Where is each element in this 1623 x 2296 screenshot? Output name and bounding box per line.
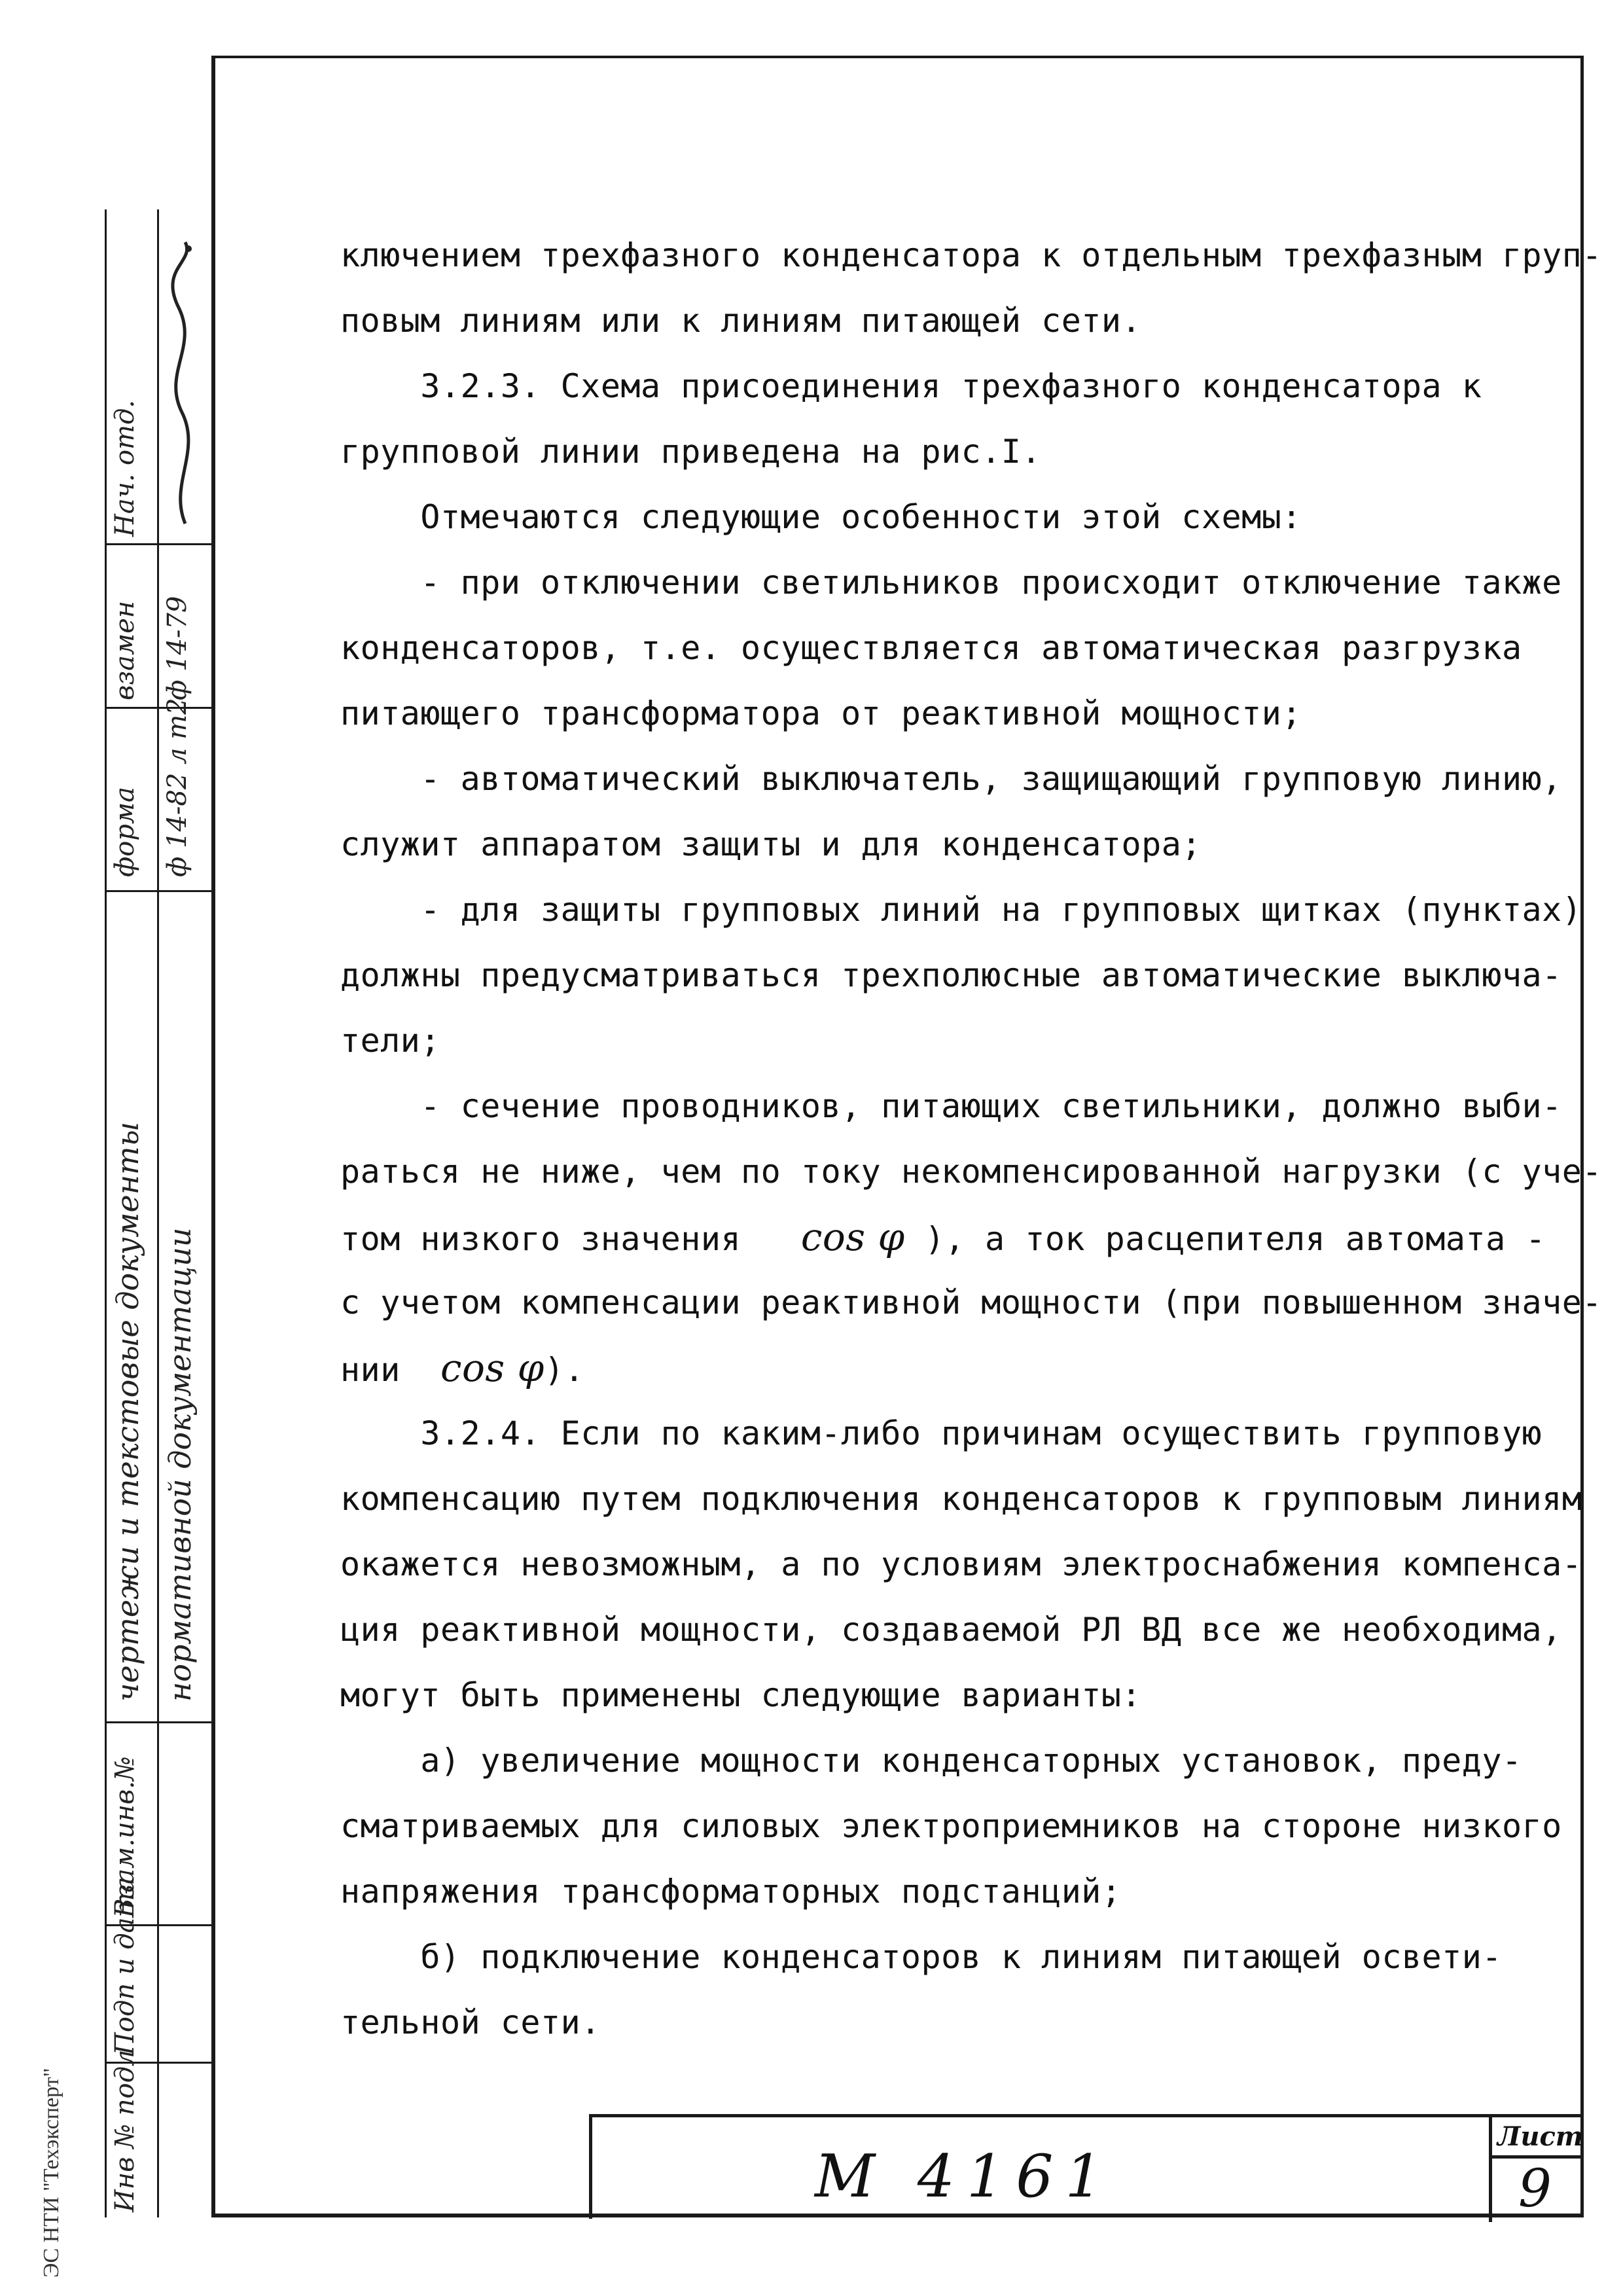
- text-line-16: [340, 1217, 1546, 1259]
- strip-divider-1: [105, 1721, 211, 1723]
- text-line-6: - при отключении светильников происходит отключение также: [340, 564, 1562, 601]
- text-line-18-start: нии: [340, 1351, 401, 1389]
- text-line-28: тельной сети.: [340, 2003, 601, 2041]
- text-line-15: раться не ниже, чем по току некомпенсированной нагрузки (с уче-: [340, 1153, 1602, 1191]
- nach-label: Нач. отд.: [110, 399, 140, 537]
- text-line-27: б) подключение конденсаторов к линиям питающей освети-: [340, 1938, 1502, 1976]
- text-line-5: Отмечаются следующие особенности этой схемы:: [340, 498, 1302, 536]
- forma-value: ф 14-82 л т2: [162, 698, 192, 877]
- vzamen-value: ф 14-79: [162, 596, 192, 700]
- strip-divider-6: [105, 543, 211, 545]
- text-line-23: могут быть применены следующие варианты:: [340, 1676, 1142, 1714]
- text-line-1: ключением трехфазного конденсатора к отдельным трехфазным груп-: [340, 236, 1602, 274]
- document-code: М 4161: [815, 2142, 1115, 2211]
- text-line-19: 3.2.4. Если по каким-либо причинам осуществить групповую: [340, 1414, 1543, 1452]
- text-line-11: - для защиты групповых линий на групповых щитках (пунктах): [340, 891, 1582, 929]
- text-line-24: а) увеличение мощности конденсаторных установок, преду-: [340, 1742, 1522, 1780]
- text-line-8: питающего трансформатора от реактивной мощности;: [340, 694, 1302, 732]
- inv-dup-stamp: Взам.инв.№: [110, 1756, 140, 1918]
- text-line-13: тели;: [340, 1022, 441, 1060]
- forma-label: форма: [110, 786, 140, 877]
- text-line-17: с учетом компенсации реактивной мощности (при повышенном значе-: [340, 1283, 1602, 1321]
- text-line-9: - автоматический выключатель, защищающий групповую линию,: [340, 760, 1562, 798]
- text-line-2: повым линиям или к линиям питающей сети.: [340, 302, 1142, 340]
- text-line-18-end: ).: [544, 1351, 584, 1389]
- inv-orig-stamp: Инв № подл: [110, 2049, 140, 2212]
- text-line-4: групповой линии приведена на рис.I.: [340, 433, 1042, 471]
- text-line-3: 3.2.3. Схема присоединения трехфазного конденсатора к: [340, 367, 1482, 405]
- text-line-22: ция реактивной мощности, создаваемой РЛ ВД все же необходима,: [340, 1611, 1562, 1649]
- cos-phi-1: cos φ: [800, 1215, 905, 1259]
- text-line-26: напряжения трансформаторных подстанций;: [340, 1873, 1122, 1910]
- text-line-20: компенсацию путем подключения конденсаторов к групповым линиям: [340, 1480, 1582, 1518]
- watermark: ЭС НТИ "Техэксперт": [39, 2068, 63, 2278]
- text-line-18: [340, 1348, 584, 1390]
- text-line-16-end: ), а ток расцепителя автомата -: [925, 1220, 1546, 1258]
- signature-mark: [162, 236, 208, 530]
- text-line-14: - сечение проводников, питающих светильники, должно выби-: [340, 1087, 1562, 1125]
- normative-stamp: нормативной документации: [162, 1227, 198, 1702]
- text-line-10: служит аппаратом защиты и для конденсатора;: [340, 825, 1202, 863]
- strip-divider-5: [105, 707, 211, 709]
- sign-date-stamp: Подп и дата: [110, 1876, 140, 2055]
- text-line-16-start: том низкого значения: [340, 1220, 741, 1258]
- strip-line-mid: [157, 209, 159, 2217]
- cos-phi-2: cos φ: [440, 1346, 544, 1390]
- side-stamp-strip: [105, 209, 211, 2217]
- text-line-7: конденсаторов, т.е. осуществляется автоматическая разгрузка: [340, 629, 1522, 667]
- title-block: [589, 2114, 1584, 2219]
- text-line-21: окажется невозможным, а по условиям электроснабжения компенса-: [340, 1545, 1582, 1583]
- strip-line-outer: [105, 209, 107, 2217]
- text-line-25: сматриваемых для силовых электроприемников на стороне низкого: [340, 1807, 1562, 1845]
- sheet-number: 9: [1518, 2158, 1552, 2219]
- vzamen-label: взамен: [110, 600, 140, 700]
- sheet-label: Лист: [1497, 2121, 1584, 2152]
- sheet-number-cell: [1489, 2117, 1584, 2222]
- drawings-stamp: чертежи и текстовые документы: [110, 1121, 145, 1702]
- text-line-12: должны предусматриваться трехполюсные автоматические выключа-: [340, 956, 1562, 994]
- strip-divider-4: [105, 890, 211, 892]
